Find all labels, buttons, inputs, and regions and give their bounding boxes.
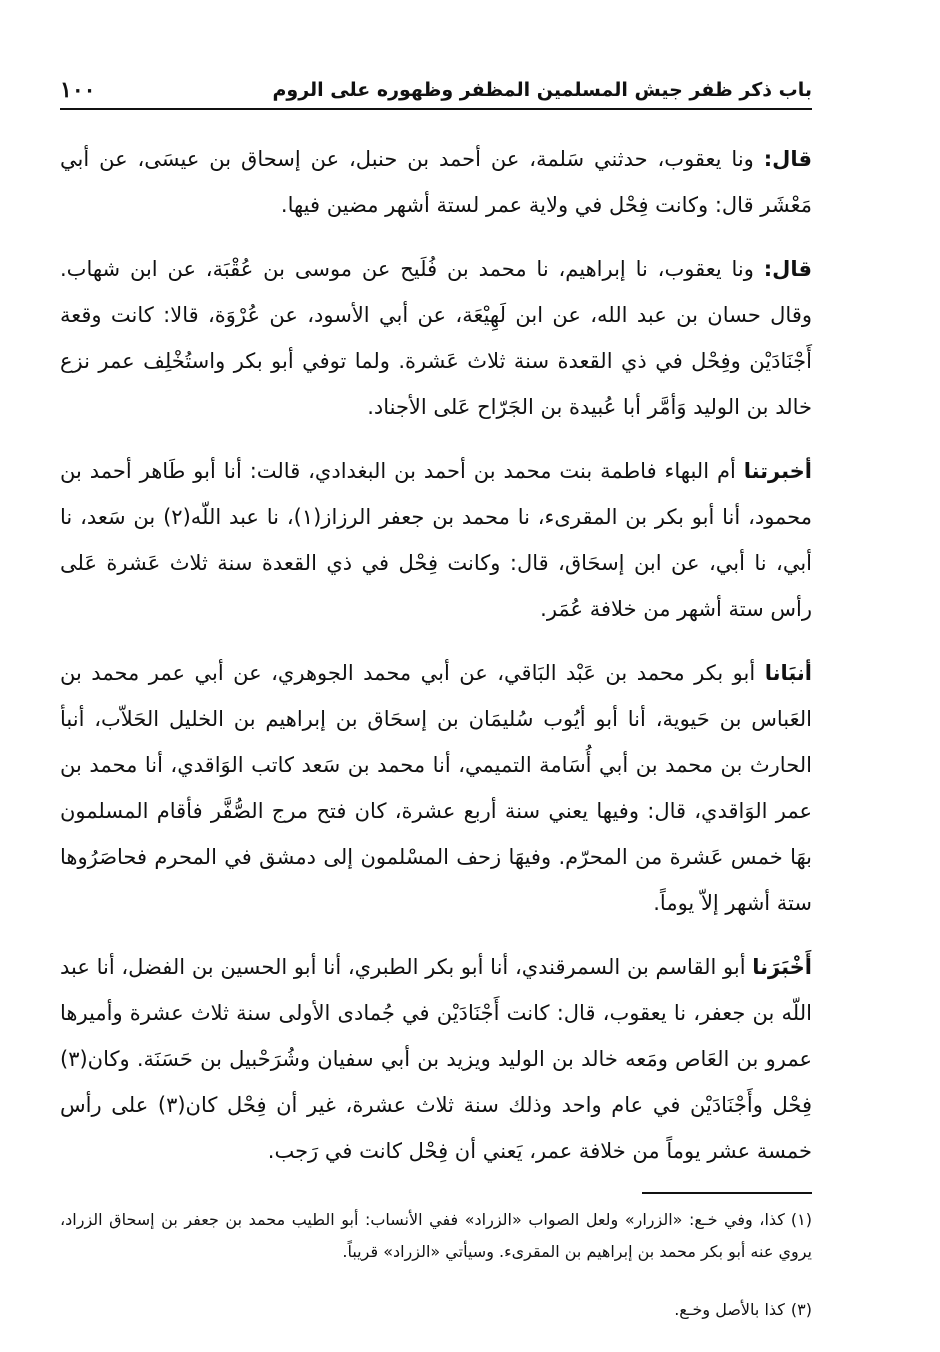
footnote-text: كذا بالأصل وخـع.: [674, 1300, 785, 1319]
footnote-marker: (١): [790, 1210, 812, 1229]
paragraph-text: أبو القاسم بن السمرقندي، أنا أبو بكر الطبري، أنا أبو الحسين بن الفضل، أنا عبد اللّه بن جعفر، نا يعقوب، قال: كانت أَجْنَادَيْن في جُمادى الأولى سنة ثلاث عشرة وأميرها عمرو بن العَاص ومَعه خالد بن الوليد ويزيد بن أبي سفيان وشُرَحْبيل بن حَسَنَة. وكان(٣) فِحْل وأَجْنَادَيْن في عام واحد وذلك سنة ثلاث عشرة، غير أن فِحْل كان(٣) على رأس خمسة عشر يوماً من خلافة عمر، يَعني أن فِحْل كانت في رَجب.: [60, 955, 813, 1163]
footnotes: [60, 1204, 812, 1326]
paragraph-lead: قال:: [763, 147, 812, 171]
paragraph-text: ونا يعقوب، حدثني سَلمة، عن أحمد بن حنبل، عن إسحاق بن عيسَى، عن أبي مَعْشَر قال: وكانت فِحْل في ولاية عمر لستة أشهر مضين فيها.: [60, 147, 812, 217]
footnote-text: كذا، وفي خـع: «الزرار» ولعل الصواب «الزراد» ففي الأنساب: أبو الطيب محمد بن جعفر بن إسحاق الزراد، يروي عنه أبو بكر محمد بن إبراهيم بن المقرىء. وسيأتي «الزراد» قريباً.: [60, 1210, 812, 1261]
paragraph: [60, 650, 812, 926]
footnote: [60, 1204, 812, 1268]
paragraph: [60, 136, 812, 228]
paragraph-text: أم البهاء فاطمة بنت محمد بن أحمد بن البغدادي، قالت: أنا أبو طَاهر أحمد بن محمود، أنا أبو بكر بن المقرىء، نا محمد بن جعفر الرزاز(١)، نا عبد اللّه(٢) بن سَعد، نا أبي، نا أبي، عن ابن إسحَاق، قال: وكانت فِحْل في ذي القعدة سنة ثلاث عَشرة عَلى رأس ستة أشهر من خلافة عُمَر.: [60, 459, 812, 621]
page-number: ١٠٠: [60, 77, 96, 103]
footnote-divider: [642, 1192, 812, 1194]
paragraph-lead: أَخْبَرَنا: [752, 955, 812, 979]
footnote-marker: (٣): [790, 1300, 812, 1319]
page-header: [60, 70, 812, 110]
running-title: باب ذكر ظفر جيش المسلمين المظفر وظهوره على الروم: [272, 79, 812, 101]
paragraph-lead: أنبَانا: [764, 661, 812, 685]
paragraph: [60, 448, 812, 632]
paragraph-text: ونا يعقوب، نا إبراهيم، نا محمد بن فُلَيح عن موسى بن عُقْبَة، عن ابن شهاب. وقال حسان بن عبد الله، عن ابن لَهِيْعَة، عن أبي الأسود، عن عُرْوَة، قالا: كانت وقعة أَجْنَادَيْن وفِحْل في ذي القعدة سنة ثلاث عَشرة. ولما توفي أبو بكر واستُخْلِف عمر نزع خالد بن الوليد وَأمَّر أبا عُبيدة بن الجَرّاح عَلى الأجناد.: [60, 257, 812, 419]
main-text: [60, 136, 812, 1174]
paragraph-lead: أخبرتنا: [743, 459, 812, 483]
paragraph: [60, 246, 812, 430]
paragraph: [60, 944, 812, 1174]
paragraph-lead: قال:: [763, 257, 812, 281]
footnote: [60, 1294, 812, 1326]
book-page: [60, 70, 812, 1352]
paragraph-text: أبو بكر محمد بن عَبْد البَاقي، عن أبي محمد الجوهري، عن أبي عمر محمد بن العَباس بن حَيوية، أنا أبو أيُوب سُليمَان بن إسحَاق بن إبراهيم بن الخليل الحَلاّب، أنبأ الحارث بن محمد بن أبي أُسَامة التميمي، أنا محمد بن سَعد كاتب الوَاقدي، أنا محمد بن عمر الوَاقدي، قال: وفيها يعني سنة أربع عشرة، كان فتح مرج الصُّفَّر فأقام المسلمون بهَا خمس عَشرة من المحرّم. وفيهَا زحف المسْلمون إلى دمشق في المحرم فحاصَرُوها ستة أشهر إلاّ يوماً.: [60, 661, 812, 915]
